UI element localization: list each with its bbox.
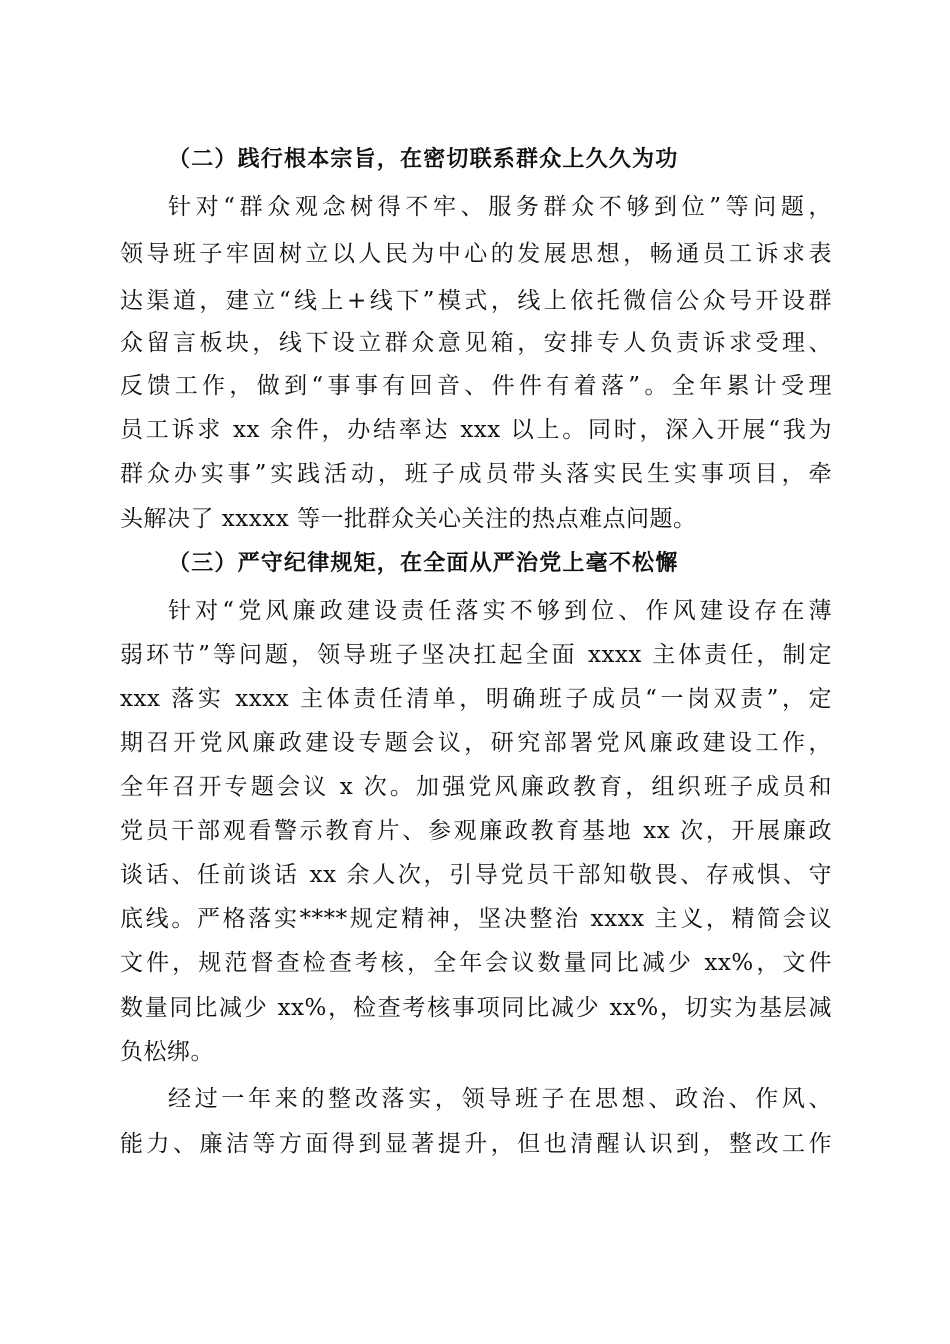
section-2-line-2: 领导班子牢固树立以人民为中心的发展思想，畅通员工诉求表	[120, 241, 832, 267]
section-2-line-4: 众留言板块，线下设立群众意见箱，安排专人负责诉求受理、	[120, 330, 832, 356]
section-3-line-5: 全年召开专题会议 x 次。加强党风廉政教育，组织班子成员和	[120, 774, 832, 800]
section-2-line-1: 针对“群众观念树得不牢、服务群众不够到位”等问题，	[168, 194, 832, 220]
section-2-line-8: 头解决了 xxxxx 等一批群众关心关注的热点难点问题。	[120, 506, 697, 532]
section-3-line-11: 负松绑。	[120, 1039, 214, 1065]
section-2-heading: （二）践行根本宗旨，在密切联系群众上久久为功	[168, 147, 679, 172]
section-2-line-7: 群众办实事”实践活动，班子成员带头落实民生实事项目，牵	[120, 461, 832, 487]
section-2-line-3: 达渠道，建立“线上+线下”模式，线上依托微信公众号开设群	[120, 288, 832, 314]
section-3-line-10: 数量同比减少 xx%，检查考核事项同比减少 xx%，切实为基层减	[120, 995, 832, 1021]
conclusion-line-1: 经过一年来的整改落实，领导班子在思想、政治、作风、	[168, 1086, 832, 1112]
section-3-line-8: 底线。严格落实****规定精神，坚决整治 xxxx 主义，精简会议	[120, 906, 832, 932]
section-3-heading: （三）严守纪律规矩，在全面从严治党上毫不松懈	[168, 551, 679, 576]
section-3-line-7: 谈话、任前谈话 xx 余人次，引导党员干部知敬畏、存戒惧、守	[120, 862, 832, 888]
section-3-line-1: 针对“党风廉政建设责任落实不够到位、作风建设存在薄	[168, 598, 832, 624]
section-2-line-5: 反馈工作，做到“事事有回音、件件有着落”。全年累计受理	[120, 373, 832, 399]
section-3-line-3: xxx 落实 xxxx 主体责任清单，明确班子成员“一岗双责”，定	[120, 686, 832, 712]
section-2-line-6: 员工诉求 xx 余件，办结率达 xxx 以上。同时，深入开展“我为	[120, 417, 832, 443]
section-3-line-6: 党员干部观看警示教育片、参观廉政教育基地 xx 次，开展廉政	[120, 818, 832, 844]
conclusion-line-2: 能力、廉洁等方面得到显著提升，但也清醒认识到，整改工作	[120, 1131, 832, 1157]
section-3-line-9: 文件，规范督查检查考核，全年会议数量同比减少 xx%，文件	[120, 950, 832, 976]
section-3-line-2: 弱环节”等问题，领导班子坚决扛起全面 xxxx 主体责任，制定	[120, 642, 832, 668]
section-3-line-4: 期召开党风廉政建设专题会议，研究部署党风廉政建设工作，	[120, 730, 832, 756]
